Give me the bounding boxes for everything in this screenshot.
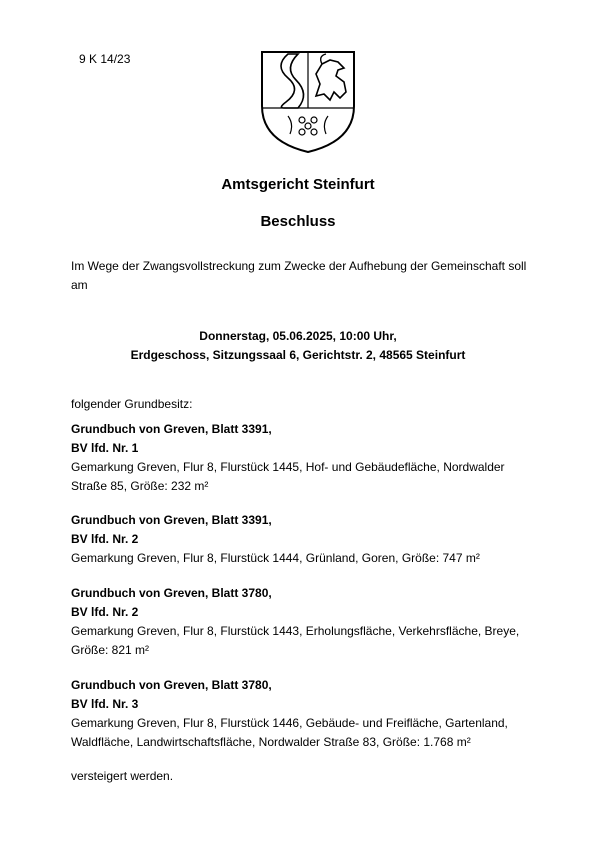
parcel-entry: BV lfd. Nr. 1: [71, 441, 139, 455]
closing-text: versteigert werden.: [71, 769, 174, 783]
court-name: Amtsgericht Steinfurt: [221, 176, 375, 193]
hearing-block: [0, 327, 596, 365]
parcels-intro: folgender Grundbesitz:: [71, 397, 193, 411]
parcel-register: Grundbuch von Greven, Blatt 3780,: [71, 586, 272, 600]
parcel-description: Gemarkung Greven, Flur 8, Flurstück 1444, Grünland, Goren, Größe: 747 m²: [71, 551, 480, 565]
coat-of-arms-icon: [258, 46, 358, 156]
parcel-item: [71, 676, 541, 752]
hearing-location: Erdgeschoss, Sitzungssaal 6, Gerichtstr. 2, 48565 Steinfurt: [130, 348, 466, 362]
case-number: 9 K 14/23: [79, 52, 131, 66]
intro-text: Im Wege der Zwangsvollstreckung zum Zwecke der Aufhebung der Gemeinschaft soll am: [71, 259, 527, 292]
parcel-register: Grundbuch von Greven, Blatt 3391,: [71, 422, 272, 436]
hearing-date-time: Donnerstag, 05.06.2025, 10:00 Uhr,: [199, 329, 397, 343]
parcel-item: [71, 511, 541, 568]
document-title: Beschluss: [260, 213, 336, 230]
parcel-item: [71, 420, 541, 496]
parcel-register: Grundbuch von Greven, Blatt 3780,: [71, 678, 272, 692]
parcel-description: Gemarkung Greven, Flur 8, Flurstück 1446, Gebäude- und Freifläche, Gartenland, Waldfläche, Landwirtschaftsfläche, Nordwalder Straße 83, Größe: 1.768 m²: [71, 716, 508, 749]
parcel-register: Grundbuch von Greven, Blatt 3391,: [71, 513, 272, 527]
parcel-description: Gemarkung Greven, Flur 8, Flurstück 1445, Hof- und Gebäudefläche, Nordwalder Straße 85, Größe: 232 m²: [71, 460, 505, 493]
parcel-description: Gemarkung Greven, Flur 8, Flurstück 1443, Erholungsfläche, Verkehrsfläche, Breye, Größe: 821 m²: [71, 624, 520, 657]
parcel-item: [71, 584, 541, 660]
parcel-entry: BV lfd. Nr. 2: [71, 532, 139, 546]
parcel-entry: BV lfd. Nr. 3: [71, 697, 139, 711]
parcel-entry: BV lfd. Nr. 2: [71, 605, 139, 619]
